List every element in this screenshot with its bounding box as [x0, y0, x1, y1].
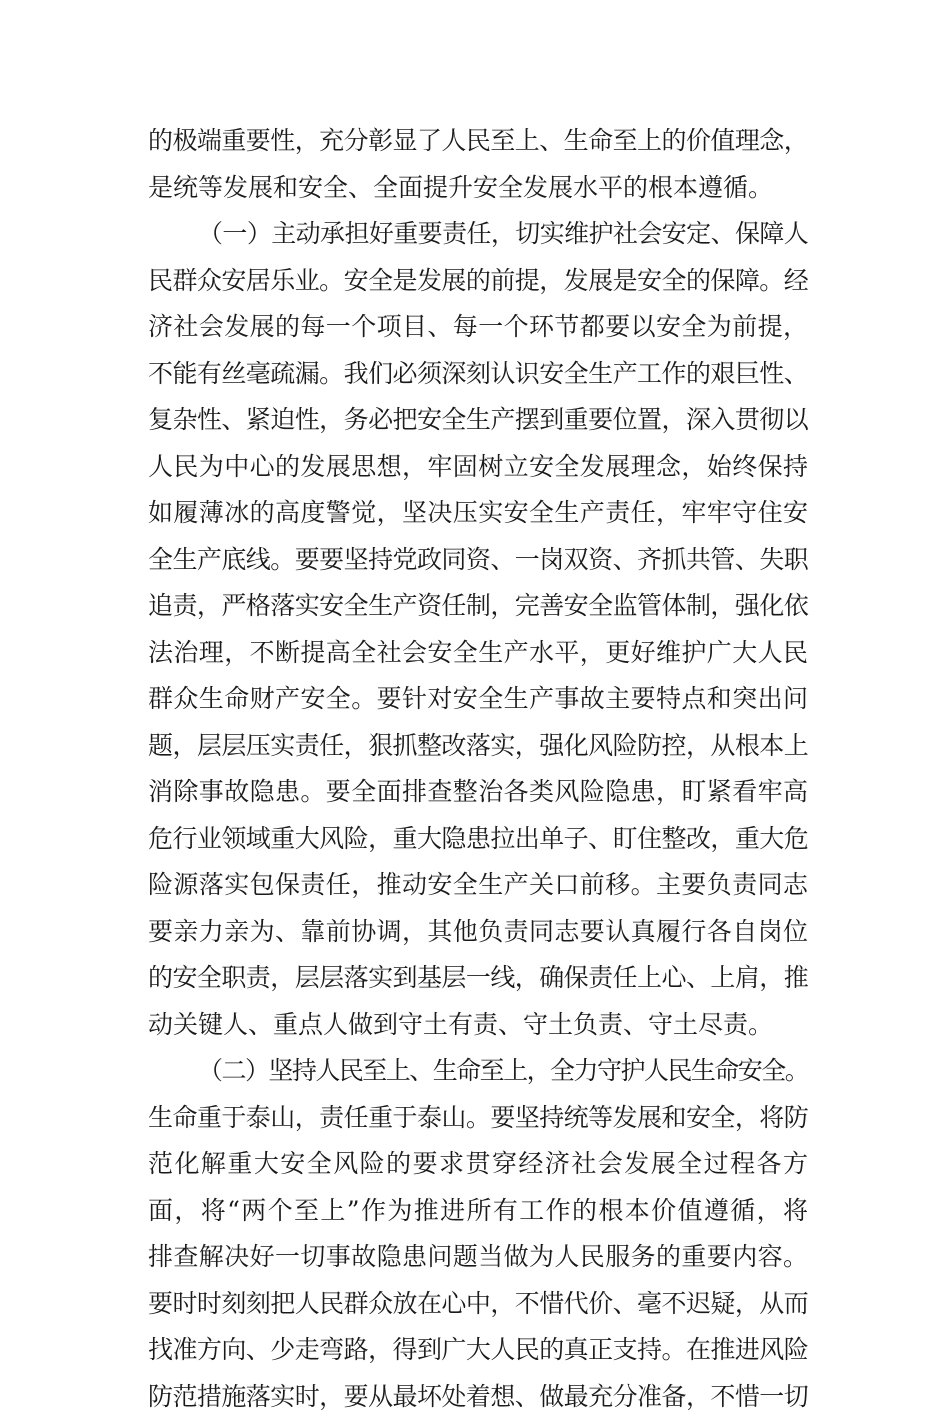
text-line: 防范措施落实时，要从最坏处着想、做最充分准备，不惜一切 — [148, 1374, 808, 1420]
text-line: 险源落实包保责任，推动安全生产关口前移。主要负责同志 — [148, 862, 808, 909]
paragraph-end-line: 是统等发展和安全、全面提升安全发展水平的根本遵循。 — [148, 165, 808, 212]
text-line: 追责，严格落实安全生产资任制，完善安全监管体制，强化依 — [148, 583, 808, 630]
text-line: 民群众安居乐业。安全是发展的前提，发展是安全的保障。经 — [148, 258, 808, 305]
text-line: 法治理，不断提高全社会安全生产水平，更好维护广大人民 — [148, 630, 808, 677]
section-heading-two: （二）坚持人民至上、生命至上，全力守护人民生命安全。 — [148, 1048, 808, 1095]
text-line: 如履薄冰的高度警觉，坚决压实安全生产责任，牢牢守住安 — [148, 490, 808, 537]
text-line: 排查解决好一切事故隐患问题当做为人民服务的重要内容。 — [148, 1234, 808, 1281]
text-line: 全生产底线。要要坚持党政同资、一岗双资、齐抓共管、失职 — [148, 537, 808, 584]
body-text — [148, 118, 808, 1420]
paragraph-end-line: 动关键人、重点人做到守土有责、守土负责、守土尽责。 — [148, 1002, 808, 1049]
text-line: 面，将“两个至上”作为推进所有工作的根本价值遵循，将 — [148, 1188, 808, 1235]
section-heading-one: （一）主动承担好重要责任，切实维护社会安定、保障人 — [148, 211, 808, 258]
text-line: 的极端重要性，充分彰显了人民至上、生命至上的价值理念， — [148, 118, 808, 165]
text-line: 题，层层压实责任，狠抓整改落实，强化风险防控，从根本上 — [148, 723, 808, 770]
text-line: 复杂性、紧迫性，务必把安全生产摆到重要位置，深入贯彻以 — [148, 397, 808, 444]
text-line: 要时时刻刻把人民群众放在心中，不惜代价、毫不迟疑，从而 — [148, 1281, 808, 1328]
text-line: 危行业领域重大风险，重大隐患拉出单子、盯住整改，重大危 — [148, 816, 808, 863]
text-line: 不能有丝毫疏漏。我们必须深刻认识安全生产工作的艰巨性、 — [148, 351, 808, 398]
text-line: 济社会发展的每一个项目、每一个环节都要以安全为前提， — [148, 304, 808, 351]
text-line: 人民为中心的发展思想，牢固树立安全发展理念，始终保持 — [148, 444, 808, 491]
text-line: 要亲力亲为、靠前协调，其他负责同志要认真履行各自岗位 — [148, 909, 808, 956]
text-line: 范化解重大安全风险的要求贯穿经济社会发展全过程各方 — [148, 1141, 808, 1188]
text-line: 找准方向、少走弯路，得到广大人民的真正支持。在推进风险 — [148, 1327, 808, 1374]
text-line: 生命重于泰山，责任重于泰山。要坚持统等发展和安全，将防 — [148, 1095, 808, 1142]
text-line: 群众生命财产安全。要针对安全生产事故主要特点和突出问 — [148, 676, 808, 723]
text-line: 消除事故隐患。要全面排查整治各类风险隐患，盯紧看牢高 — [148, 769, 808, 816]
text-line: 的安全职责，层层落实到基层一线，确保责任上心、上肩，推 — [148, 955, 808, 1002]
